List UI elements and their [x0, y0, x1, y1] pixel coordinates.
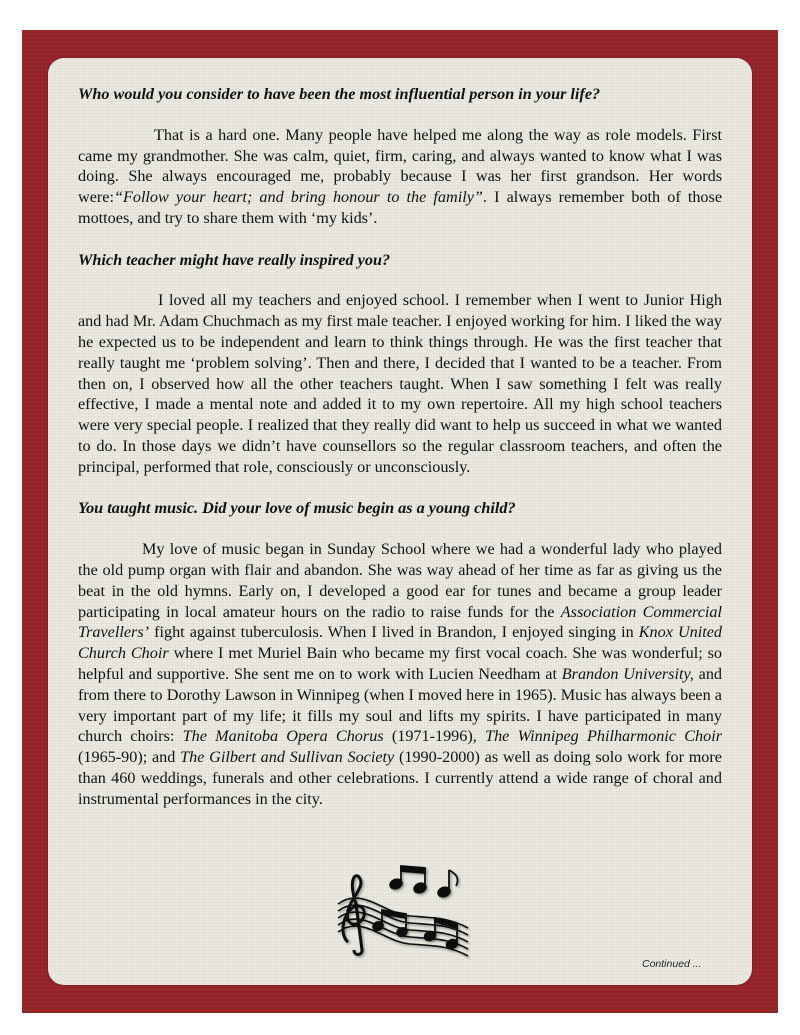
answer-1-text-b: . I always remember both of those mottoes, and try to share them with ‘my kids’. — [78, 188, 723, 227]
answer-3 — [78, 539, 722, 809]
question-3: You taught music. Did your love of music begin as a young child? — [78, 499, 516, 518]
answer-3-italic-4: The Manitoba Opera Chorus — [182, 727, 384, 746]
answer-3-text-3: where I met Muriel Bain who became my first vocal coach. She was wonderful; so helpful and supportive. She sent me on to work with Lucien Needham at — [78, 644, 723, 683]
answer-2: I loved all my teachers and enjoyed school. I remember when I went to Junior High and had Mr. Adam Chuchmach as my first male teacher. I enjoyed working for him. I liked the way he expected us to be independent and learn to think things through. He was the first teacher that really taught me ‘problem solving’. Then and there, I decided that I wanted to be a teacher. From then on, I observed how all the other teachers taught. When I saw something I felt was really effective, I made a mental note and added it to my own repertoire. All my high school teachers were very special people. I realized that they really did want to help us succeed in what we wanted to do. In those days we didn’t have counsellors so the regular classroom teachers, and often the principal, performed that role, consciously or unconsciously. — [78, 291, 722, 476]
answer-3-text-6: (1965-90); and — [78, 748, 176, 767]
answer-1-quote: “Follow your heart; and bring honour to the family” — [113, 188, 483, 207]
answer-3-italic-5: The Winnipeg Philharmonic Choir — [485, 727, 723, 746]
continued-label: Continued ... — [642, 958, 702, 970]
music-notes-staff-icon — [332, 864, 472, 960]
answer-3-italic-3: Brandon University, — [561, 664, 694, 683]
answer-3-italic-6: The Gilbert and Sullivan Society — [180, 748, 395, 767]
answer-3-text-2: fight against tuberculosis. When I lived in Brandon, I enjoyed singing in — [154, 623, 634, 642]
answer-3-italic-1: Association Commercial Travellers’ — [78, 602, 723, 642]
question-1: Who would you consider to have been the most influential person in your life? — [78, 85, 601, 103]
interview-text — [78, 84, 722, 830]
answer-3-italic-2: Knox United Church Choir — [78, 623, 723, 663]
question-2: Which teacher might have really inspired you? — [78, 250, 391, 269]
answer-3-text-7: (1990-2000) as well as doing solo work for more than 460 weddings, funerals and other celebrations. I currently attend a wide range of choral and instrumental performances in the city. — [78, 748, 722, 808]
answer-1 — [78, 125, 722, 229]
answer-1-text-a: That is a hard one. Many people have helped me along the way as role models. First came my grandmother. She was calm, quiet, firm, caring, and always wanted to know what I was doing. She always encouraged me, probably because I was her first grandson. Her words were: — [78, 125, 722, 207]
answer-3-text-1: My love of music began in Sunday School where we had a wonderful lady who played the old pump organ with flair and abandon. She was way ahead of her time as far as giving us the beat in the old hymns. Early on, I developed a good ear for tunes and became a group leader participating in local amateur hours on the radio to raise funds for the — [78, 540, 722, 621]
answer-3-text-5: (1971-1996), — [391, 727, 477, 746]
answer-3-text-4: and from there to Dorothy Lawson in Winnipeg (when I moved here in 1965). Music has always been a very important part of my life; it fills my soul and lifts my spirits. I have participated in many church choirs: — [78, 664, 723, 746]
